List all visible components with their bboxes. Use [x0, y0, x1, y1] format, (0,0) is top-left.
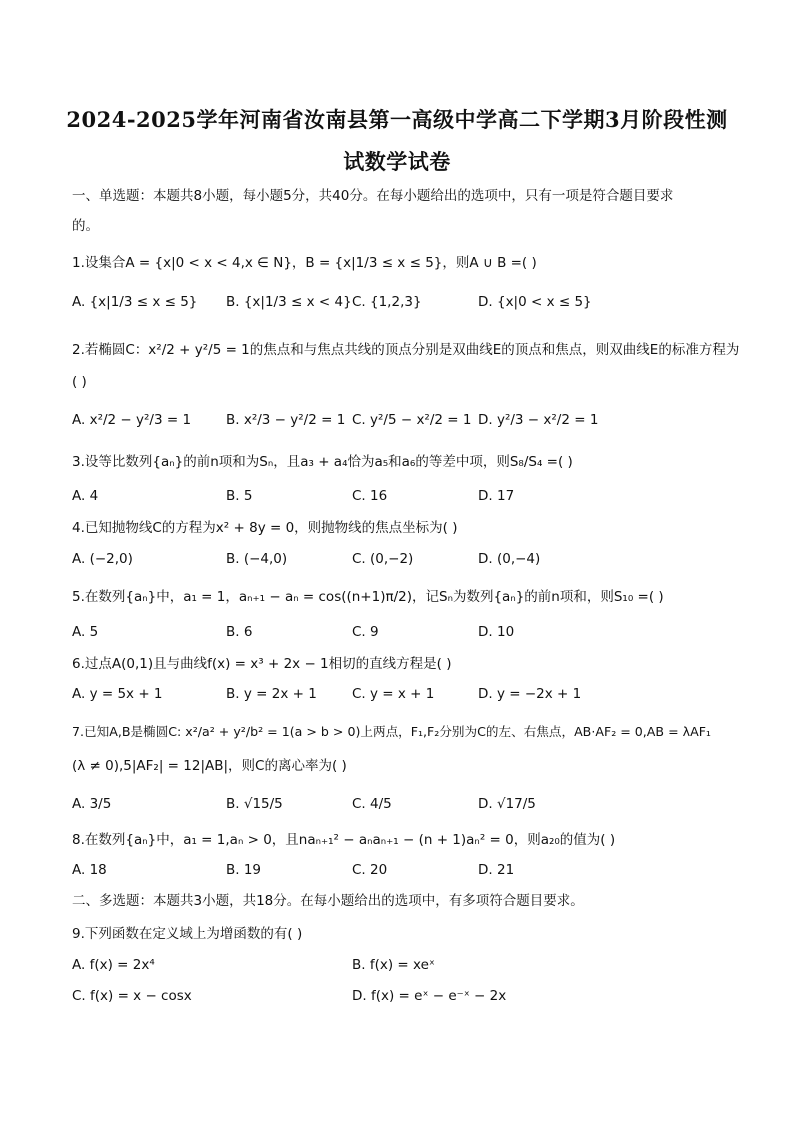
- q7-stem: 7.已知A,B是椭圆C: x²/a² + y²/b² = 1(a > b > 0)上两点，F₁,F₂分别为C的左、右焦点，AB·AF₂ = 0,AB = λAF₁: [72, 724, 711, 739]
- q4-stem: 4.已知抛物线C的方程为x² + 8y = 0，则抛物线的焦点坐标为( ): [72, 520, 458, 536]
- q8-option-c: C. 20: [352, 862, 388, 878]
- q4-option-c: C. (0,−2): [352, 551, 414, 567]
- q3-stem: 3.设等比数列{aₙ}的前n项和为Sₙ，且a₃ + a₄恰为a₅和a₆的等差中项，则S₈/S₄ =( ): [72, 454, 573, 470]
- q1-option-d: D. {x|0 < x ≤ 5}: [478, 294, 592, 310]
- q8-option-d: D. 21: [478, 862, 515, 878]
- q7-option-b: B. √15/5: [226, 796, 283, 812]
- q5-option-a: A. 5: [72, 624, 99, 640]
- q7-option-a: A. 3/5: [72, 796, 112, 812]
- q1-option-b: B. {x|1/3 ≤ x < 4}: [226, 294, 352, 310]
- q2-option-a: A. x²/2 − y²/3 = 1: [72, 412, 192, 428]
- q8-option-b: B. 19: [226, 862, 262, 878]
- q9-option-a: A. f(x) = 2x⁴: [72, 957, 155, 973]
- q3-option-a: A. 4: [72, 488, 99, 504]
- q9-option-b: B. f(x) = xeˣ: [352, 957, 435, 973]
- section1-header-cont: 的。: [72, 218, 99, 234]
- q8-stem: 8.在数列{aₙ}中，a₁ = 1,aₙ > 0，且naₙ₊₁² − aₙaₙ₊₁ − (n + 1)aₙ² = 0，则a₂₀的值为( ): [72, 832, 616, 848]
- q5-stem: 5.在数列{aₙ}中，a₁ = 1，aₙ₊₁ − aₙ = cos((n+1)π/2)，记Sₙ为数列{aₙ}的前n项和，则S₁₀ =( ): [72, 589, 664, 605]
- q2-option-b: B. x²/3 − y²/2 = 1: [226, 412, 346, 428]
- q7-option-c: C. 4/5: [352, 796, 392, 812]
- q4-option-d: D. (0,−4): [478, 551, 541, 567]
- q3-option-c: C. 16: [352, 488, 388, 504]
- q6-option-b: B. y = 2x + 1: [226, 686, 317, 702]
- q8-option-a: A. 18: [72, 862, 107, 878]
- q2-option-c: C. y²/5 − x²/2 = 1: [352, 412, 472, 428]
- q5-option-b: B. 6: [226, 624, 253, 640]
- section2-header: 二、多选题：本题共3小题，共18分。在每小题给出的选项中，有多项符合题目要求。: [72, 893, 584, 909]
- q6-option-a: A. y = 5x + 1: [72, 686, 163, 702]
- q3-option-d: D. 17: [478, 488, 515, 504]
- q7-stem-cont: (λ ≠ 0),5|AF₂| = 12|AB|，则C的离心率为( ): [72, 758, 347, 774]
- exam-title-line2: 试数学试卷: [343, 149, 451, 174]
- q2-stem: 2.若椭圆C：x²/2 + y²/5 = 1的焦点和与焦点共线的顶点分别是双曲线E的顶点和焦点，则双曲线E的标准方程为: [72, 342, 740, 358]
- q5-option-c: C. 9: [352, 624, 379, 640]
- q2-stem-cont: ( ): [72, 374, 87, 390]
- section1-header: 一、单选题：本题共8小题，每小题5分，共40分。在每小题给出的选项中，只有一项是符合题目要求: [72, 188, 674, 204]
- q4-option-b: B. (−4,0): [226, 551, 288, 567]
- exam-title-line1: 2024-2025学年河南省汝南县第一高级中学高二下学期3月阶段性测: [66, 107, 728, 132]
- q5-option-d: D. 10: [478, 624, 515, 640]
- q7-option-d: D. √17/5: [478, 796, 536, 812]
- q9-stem: 9.下列函数在定义域上为增函数的有( ): [72, 926, 303, 942]
- q1-option-a: A. {x|1/3 ≤ x ≤ 5}: [72, 294, 198, 310]
- q3-option-b: B. 5: [226, 488, 253, 504]
- q6-option-d: D. y = −2x + 1: [478, 686, 582, 702]
- q9-option-d: D. f(x) = eˣ − e⁻ˣ − 2x: [352, 988, 507, 1004]
- q1-stem: 1.设集合A = {x|0 < x < 4,x ∈ N}，B = {x|1/3 ≤ x ≤ 5}，则A ∪ B =( ): [72, 255, 537, 271]
- q6-stem: 6.过点A(0,1)且与曲线f(x) = x³ + 2x − 1相切的直线方程是( ): [72, 656, 452, 672]
- q9-option-c: C. f(x) = x − cosx: [72, 988, 192, 1004]
- q2-option-d: D. y²/3 − x²/2 = 1: [478, 412, 599, 428]
- q6-option-c: C. y = x + 1: [352, 686, 435, 702]
- q4-option-a: A. (−2,0): [72, 551, 133, 567]
- q1-option-c: C. {1,2,3}: [352, 294, 422, 310]
